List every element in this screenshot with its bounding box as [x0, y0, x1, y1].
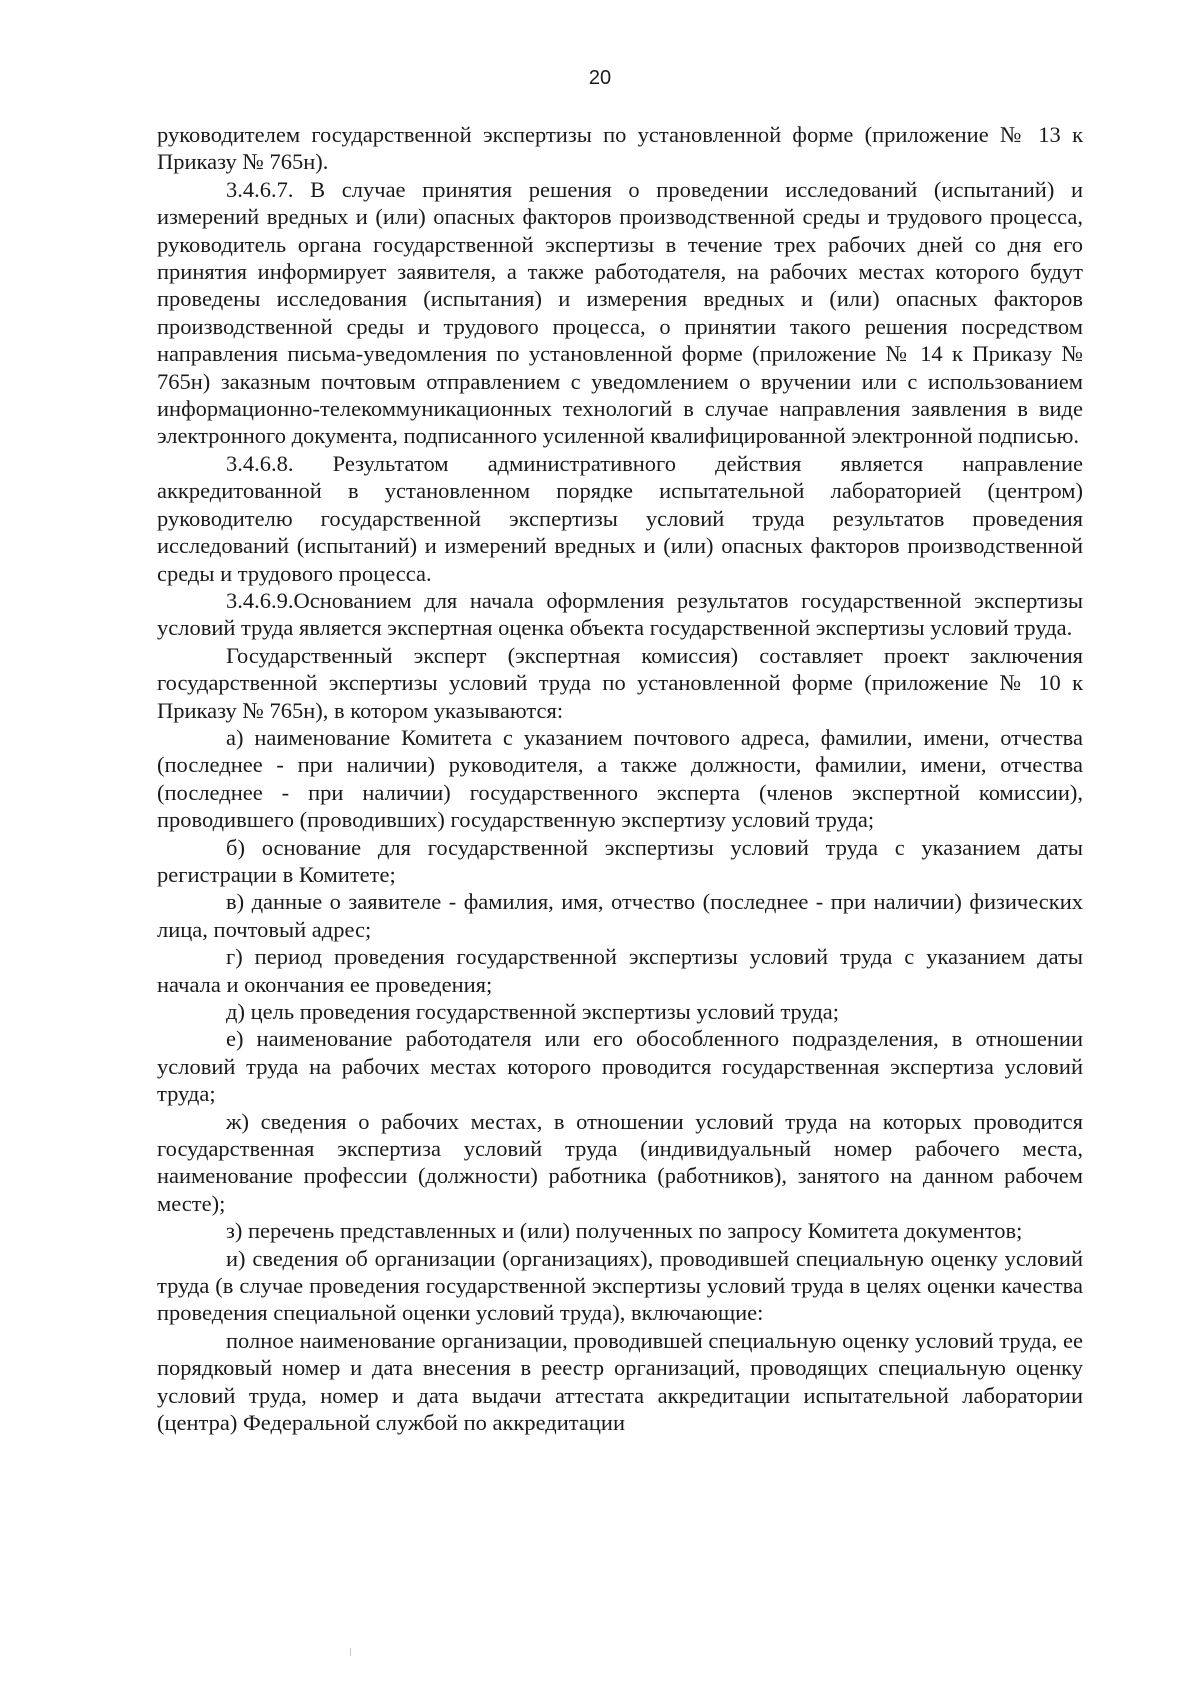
list-item-a: а) наименование Комитета с указанием почтового адреса, фамилии, имени, отчества (последнее - при наличии) руководителя, а также должности, фамилии, имени, отчества (последнее - при наличии) государственного эксперта (членов экспертной комиссии), проводившего (проводивших) государственную экспертизу условий труда;: [157, 724, 1083, 833]
paragraph: руководителем государственной экспертизы по установленной форме (приложение № 13 к Приказу № 765н).: [157, 122, 1083, 175]
scan-mark: [350, 1648, 351, 1656]
list-item-b: б) основание для государственной экспертизы условий труда с указанием даты регистрации в Комитете;: [157, 834, 1083, 887]
paragraph-3-4-6-8: 3.4.6.8. Результатом административного действия является направление аккредитованной в установленном порядке испытательной лабораторией (центром) руководителю государственной экспертизы условий труда результатов проведения исследований (испытаний) и измерений вредных и (или) опасных факторов производственной среды и трудового процесса.: [157, 450, 1083, 586]
paragraph: Государственный эксперт (экспертная комиссия) составляет проект заключения государственной экспертизы условий труда по установленной форме (приложение № 10 к Приказу № 765н), в котором указываются:: [157, 642, 1083, 723]
paragraph: полное наименование организации, проводившей специальную оценку условий труда, ее порядковый номер и дата внесения в реестр организаций, проводящих специальную оценку условий труда, номер и дата выдачи аттестата аккредитации испытательной лаборатории (центра) Федеральной службой по аккредитации: [157, 1327, 1083, 1436]
paragraph-3-4-6-7: 3.4.6.7. В случае принятия решения о проведении исследований (испытаний) и измерений вредных и (или) опасных факторов производственной среды и трудового процесса, руководитель органа государственной экспертизы в течение трех рабочих дней со дня его принятия информирует заявителя, а также работодателя, на рабочих местах которого будут проведены исследования (испытания) и измерения вредных и (или) опасных факторов производственной среды и трудового процесса, о принятии такого решения посредством направления письма-уведомления по установленной форме (приложение № 14 к Приказу № 765н) заказным почтовым отправлением с уведомлением о вручении или с использованием информационно-телекоммуникационных технологий в случае направления заявления в виде электронного документа, подписанного усиленной квалифицированной электронной подписью.: [157, 176, 1083, 449]
list-item-v: в) данные о заявителе - фамилия, имя, отчество (последнее - при наличии) физических лица, почтовый адрес;: [157, 889, 1083, 942]
list-item-e: е) наименование работодателя или его обособленного подразделения, в отношении условий труда на рабочих местах которого проводится государственная экспертиза условий труда;: [157, 1026, 1083, 1107]
list-item-i: и) сведения об организации (организациях), проводившей специальную оценку условий труда (в случае проведения государственной экспертизы условий труда в целях оценки качества проведения специальной оценки условий труда), включающие:: [157, 1245, 1083, 1326]
page-number: 20: [588, 67, 612, 89]
list-item-d: д) цель проведения государственной экспертизы условий труда;: [226, 999, 840, 1024]
list-item-zh: ж) сведения о рабочих местах, в отношении условий труда на которых проводится государственная экспертиза условий труда (индивидуальный номер рабочего места, наименование профессии (должности) работника (работников), занятого на данном рабочем месте);: [157, 1108, 1083, 1216]
list-item-z: з) перечень представленных и (или) полученных по запросу Комитета документов;: [226, 1218, 1023, 1244]
paragraph-3-4-6-9: 3.4.6.9.Основанием для начала оформления результатов государственной экспертизы условий труда является экспертная оценка объекта государственной экспертизы условий труда.: [157, 587, 1083, 641]
document-body: [157, 121, 1083, 1437]
list-item-g: г) период проведения государственной экспертизы условий труда с указанием даты начала и окончания ее проведения;: [157, 944, 1083, 997]
